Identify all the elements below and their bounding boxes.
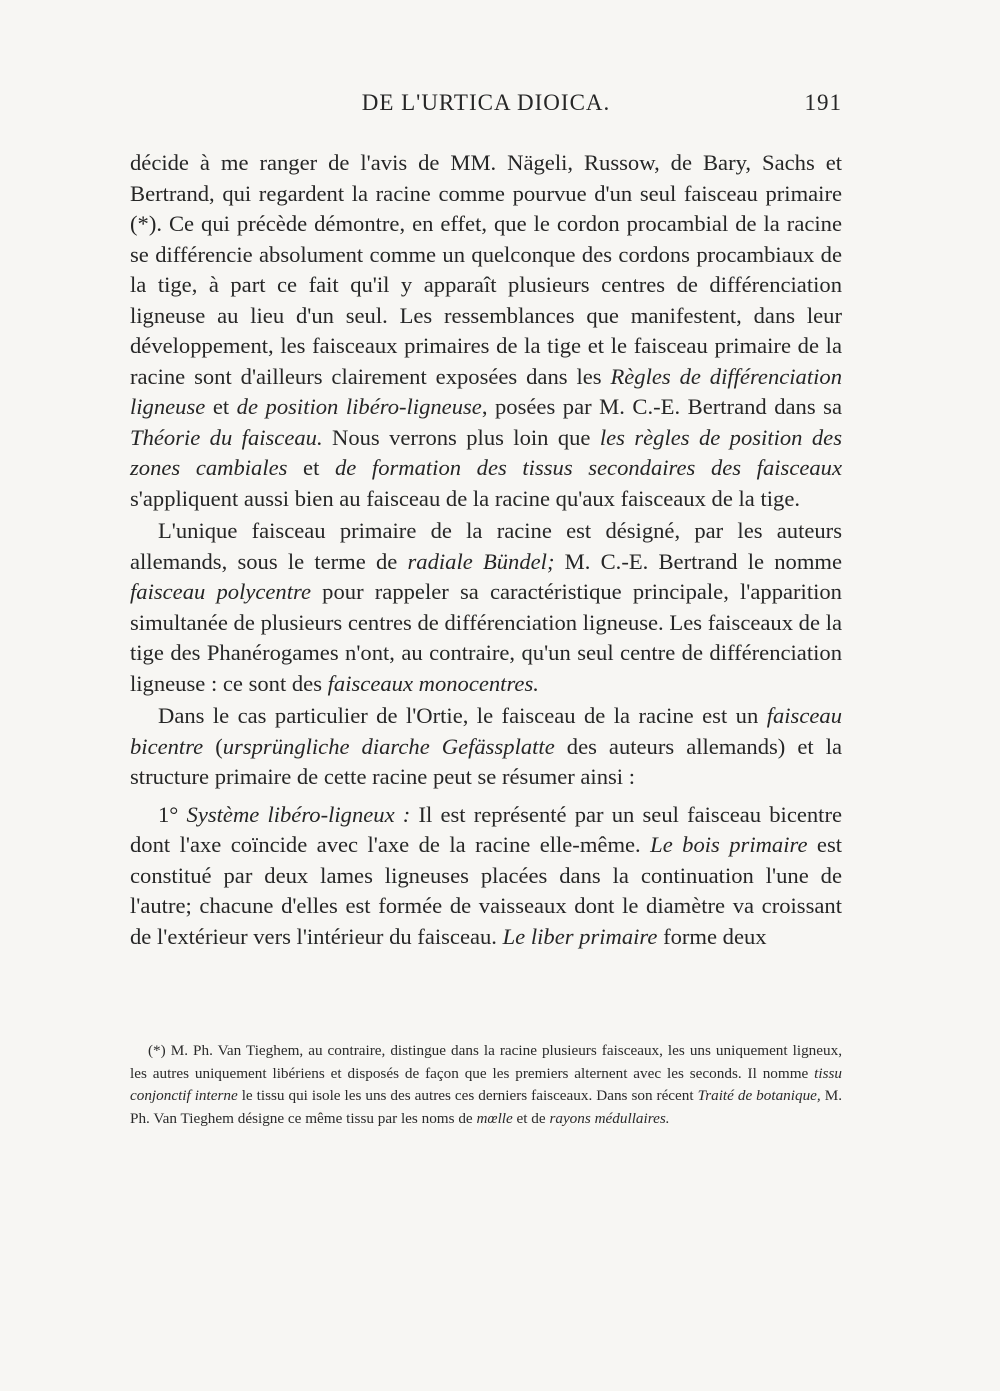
italic-term: mœlle (476, 1109, 513, 1127)
italic-term: les règles de position des zones cambiales (130, 424, 842, 480)
italic-term: Le liber primaire (502, 923, 658, 949)
italic-term: de formation des tissus secondaires des faisceaux (334, 455, 842, 480)
italic-term: ursprüngliche diarche Gefässplatte (222, 733, 555, 759)
running-title: DE L'URTICA DIOICA. (361, 90, 611, 115)
page-number: 191 (804, 90, 842, 115)
italic-term: de position libéro-ligneuse (236, 394, 482, 419)
body-text (130, 148, 842, 952)
footnote (130, 1040, 842, 1130)
page-header (130, 90, 842, 124)
paragraph: L'unique faisceau primaire de la racine est désigné, par les auteurs allemands, sous le terme de radiale Bündel; M. C.-E. Bertrand le nomme faisceau polycentre pour rappeler sa caractéristique principale, l'apparition simultanée de plusieurs centres de différenciation ligneuse. Les faisceaux de la tige des Phanérogames n'ont, au contraire, qu'un seul centre de différenciation ligneuse : ce sont des faisceaux monocentres. (130, 518, 843, 696)
italic-term: Le bois primaire (650, 832, 808, 857)
italic-term: faisceau bicentre (130, 703, 842, 759)
italic-term: Règles de différenciation ligneuse (130, 363, 842, 419)
italic-term: faisceau polycentre (130, 579, 311, 604)
italic-term: faisceaux monocentres. (327, 670, 539, 696)
italic-term: tissu conjonctif interne (130, 1064, 842, 1105)
paragraph: décide à me ranger de l'avis de MM. Nägeli, Russow, de Bary, Sachs et Bertrand, qui regardent la racine comme pourvue d'un seul faisceau primaire (*). Ce qui précède démontre, en effet, que le cordon procambial de la racine se différencie absolument comme un quelconque des cordons procambiaux de la tige, à part ce fait qu'il y apparaît plusieurs centres de différenciation ligneuse au lieu d'un seul. Les ressemblances que manifestent, dans leur développement, les faisceaux primaires de la tige et le faisceau primaire de la racine sont d'ailleurs clairement exposées dans les Règles de différenciation ligneuse et de position libéro-ligneuse, posées par M. C.-E. Bertrand dans sa Théorie du faisceau. Nous verrons plus loin que les règles de position des zones cambiales et de formation des tissus secondaires des faisceaux s'appliquent aussi bien au faisceau de la racine qu'aux faisceaux de la tige. (130, 150, 842, 511)
italic-term: Système libéro-ligneux : (186, 801, 411, 827)
italic-term: radiale Bündel; (407, 548, 555, 574)
paragraph: Dans le cas particulier de l'Ortie, le faisceau de la racine est un faisceau bicentre (ursprüngliche diarche Gefässplatte des auteurs allemands) et la structure primaire de cette racine peut se résumer ainsi : (130, 703, 842, 789)
italic-term: Traité de botanique, (697, 1087, 821, 1105)
footnote-text: (*) M. Ph. Van Tieghem, au contraire, distingue dans la racine plusieurs faisceaux, les uns uniquement ligneux, les autres uniquement libériens et disposés de façon que les premiers alternent avec les seconds. Il nomme tissu conjonctif interne le tissu qui isole les uns des autres ces derniers faisceaux. Dans son récent Traité de botanique, M. Ph. Van Tieghem désigne ce même tissu par les noms de mœlle et de rayons médullaires. (130, 1042, 842, 1127)
paragraph: 1° Système libéro-ligneux : Il est représenté par un seul faisceau bicentre dont l'axe coïncide avec l'axe de la racine elle-même. Le bois primaire est constitué par deux lames ligneuses placées dans la continuation l'une de l'autre; chacune d'elles est formée de vaisseaux dont le diamètre va croissant de l'extérieur vers l'intérieur du faisceau. Le liber primaire forme deux (130, 801, 843, 949)
italic-term: rayons médullaires. (549, 1109, 670, 1127)
italic-term: Théorie du faisceau. (130, 424, 323, 450)
